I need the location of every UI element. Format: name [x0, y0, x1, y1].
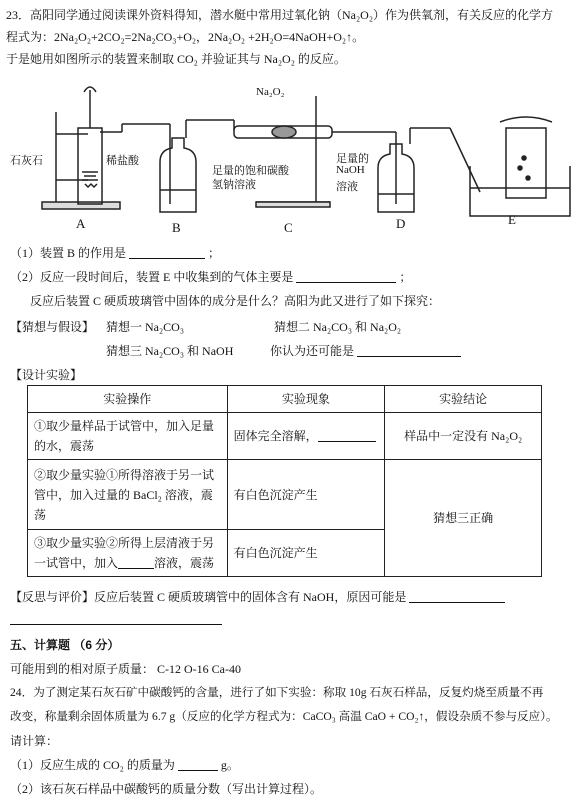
answer-blank-guess4[interactable] — [357, 344, 461, 357]
answer-blank-reflection[interactable] — [409, 590, 505, 603]
apparatus-d — [378, 128, 480, 212]
letter-e: E — [508, 212, 516, 227]
header-conclusion: 实验结论 — [385, 386, 542, 413]
q23-sub1: （1）装置 B 的作用是 ； — [10, 246, 221, 260]
header-phenomenon: 实验现象 — [227, 386, 385, 413]
answer-blank-2[interactable] — [296, 270, 396, 283]
design-heading: 【设计实验】 — [10, 368, 83, 382]
label-nahco3-line2: 氢钠溶液 — [212, 179, 256, 191]
hypothesis-heading: 【猜想与假设】 — [10, 320, 95, 334]
row3-operation: ③取少量实验②所得上层清液于另 一试管中，加入 溶液，震荡 — [28, 530, 228, 577]
letter-c: C — [284, 220, 293, 235]
q23-intro-line3: 于是她用如图所示的装置来制取 CO₂ 并验证其与 Na₂O₂ 的反应。 — [6, 52, 346, 66]
experiment-table — [27, 385, 542, 577]
header-operation: 实验操作 — [28, 386, 228, 413]
row1-conclusion: 样品中一定没有 Na₂O₂ — [385, 413, 542, 460]
label-dilute-hcl: 稀盐酸 — [106, 155, 139, 167]
row23-conclusion: 猜想三正确 — [385, 460, 542, 577]
letter-d: D — [396, 216, 406, 231]
q24-sub2: （2）该石灰石样品中碳酸钙的质量分数（写出计算过程）。 — [10, 782, 323, 796]
q23-question: 反应后装置 C 硬质玻璃管中固体的成分是什么？高阳为此又进行了如下探究： — [30, 294, 441, 308]
answer-blank-row1[interactable] — [318, 429, 376, 442]
answer-blank-co2[interactable] — [178, 758, 218, 771]
answer-blank-reflection-line2[interactable] — [10, 624, 222, 625]
label-naoh-line3: 溶液 — [336, 181, 358, 193]
label-naoh-line2: NaOH — [336, 164, 365, 176]
label-naoh-line1: 足量的 — [336, 153, 369, 165]
row1-phenomenon: 固体完全溶解， — [227, 413, 385, 460]
row1-operation: ①取少量样品于试管中，加入足量的水，震荡 — [28, 413, 228, 460]
label-limestone: 石灰石 — [10, 155, 43, 167]
atomic-masses: 可能用到的相对原子质量： C-12 O-16 Ca-40 — [10, 662, 241, 676]
q24-line3: 请计算： — [10, 734, 59, 748]
apparatus-e — [470, 117, 570, 216]
answer-blank-row3[interactable] — [118, 556, 154, 569]
q24-line2: 改变，称量剩余固体质量为 6.7 g（反应的化学方程式为：CaCO₃ 高温 CaO + CO₂↑，假设杂质不参与反应）。 — [10, 710, 558, 723]
apparatus-diagram — [0, 72, 580, 240]
row2-operation: ②取少量实验①所得溶液于另一试 管中，加入过量的 BaCl₂ 溶液，震 荡 — [28, 460, 228, 530]
letter-a: A — [76, 216, 86, 231]
table-header-row — [28, 386, 542, 413]
q23-sub2: （2）反应一段时间后，装置 E 中收集到的气体主要是 ； — [10, 270, 412, 284]
guess-1: 猜想一 Na₂CO₃ — [106, 320, 185, 334]
apparatus-c — [234, 96, 396, 207]
q24-line1: 24．为了测定某石灰石矿中碳酸钙的含量，进行了如下实验：称取 10g 石灰石样品，反复灼烧至质量不再 — [10, 686, 544, 699]
row2-phenomenon: 有白色沉淀产生 — [227, 460, 385, 530]
answer-blank-1[interactable] — [129, 246, 205, 259]
label-nahco3-line1: 足量的饱和碳酸 — [212, 165, 289, 177]
q23-intro-line2: 程式为：2Na₂O₂+2CO₂=2Na₂CO₃+O₂，2Na₂O₂ +2H₂O=4NaOH+O₂↑。 — [6, 30, 365, 44]
table-row — [28, 413, 542, 460]
guess-3: 猜想三 Na₂CO₃ 和 NaOH — [106, 344, 234, 358]
section5-heading: 五、计算题 （6 分） — [10, 638, 120, 652]
letter-b: B — [172, 220, 181, 235]
reflection: 【反思与评价】反应后装置 C 硬质玻璃管中的固体含有 NaOH，原因可能是 — [10, 588, 505, 606]
label-na2o2: Na₂O₂ — [256, 86, 285, 98]
guess-4: 你认为还可能是 — [270, 342, 461, 360]
guess-2: 猜想二 Na₂CO₃ 和 Na₂O₂ — [274, 320, 402, 334]
q23-intro-line1: 23．高阳同学通过阅读课外资料得知，潜水艇中常用过氧化钠（Na₂O₂）作为供氧剂，有关反应的化学方 — [6, 8, 554, 22]
table-row — [28, 460, 542, 530]
apparatus-a — [42, 87, 170, 209]
row3-phenomenon: 有白色沉淀产生 — [227, 530, 385, 577]
q24-sub1: （1）反应生成的 CO₂ 的质量为 g。 — [10, 758, 239, 772]
